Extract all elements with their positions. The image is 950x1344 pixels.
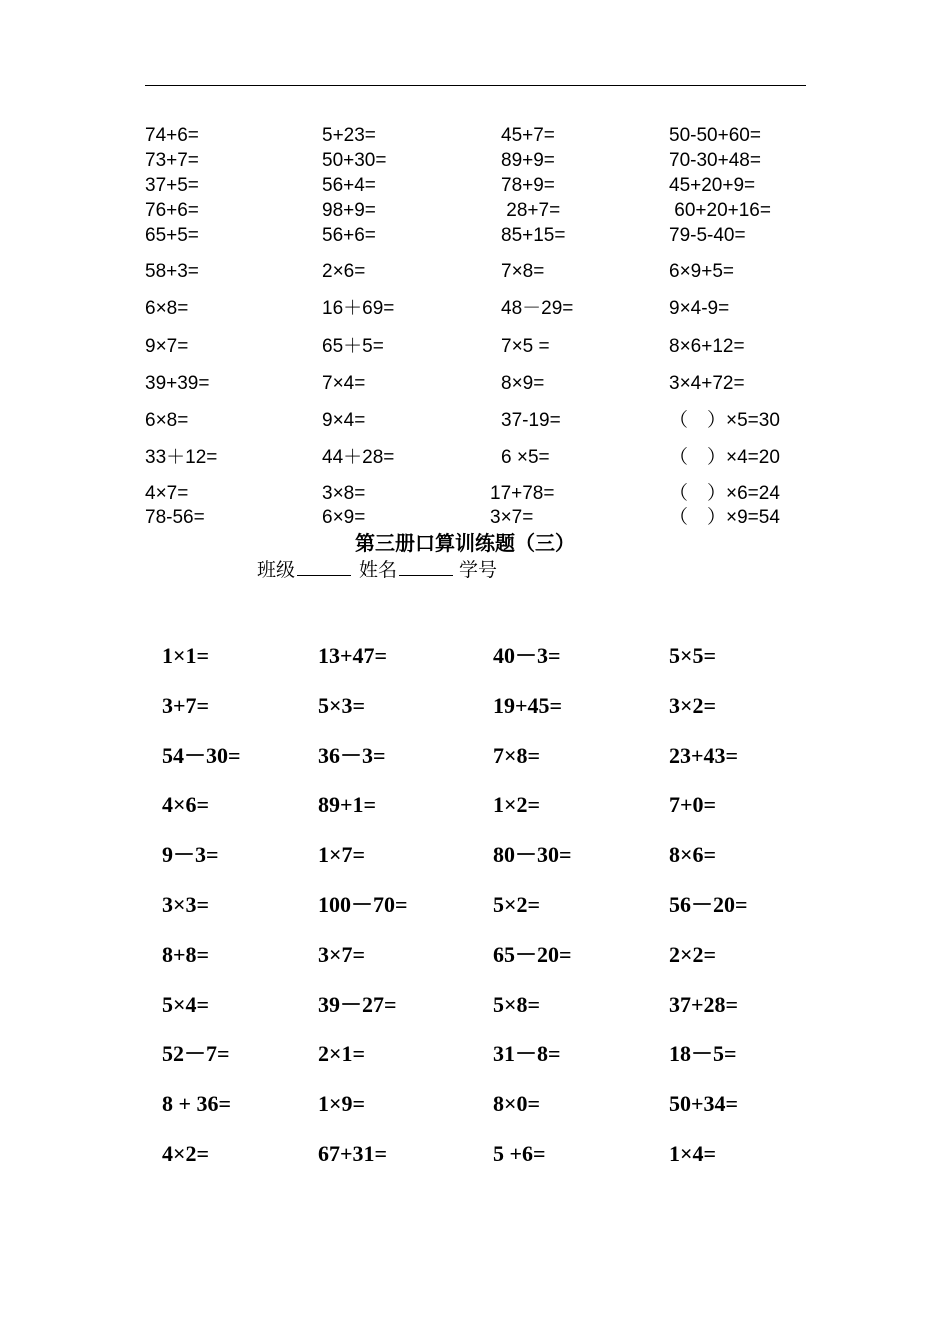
- exercise-cell: 56+6=: [322, 225, 376, 246]
- header-rule: [145, 85, 806, 86]
- exercise-cell: 6×9+5=: [669, 261, 734, 282]
- exercise-cell: 1×4=: [669, 1141, 717, 1166]
- exercise-cell: 31－8=: [493, 1041, 561, 1066]
- exercise-cell: 19+45=: [493, 693, 563, 718]
- exercise-cell: 5×3=: [318, 693, 366, 718]
- exercise-cell: 85+15=: [501, 225, 566, 246]
- exercise-cell: 80－30=: [493, 842, 572, 867]
- exercise-cell: 65＋5=: [322, 336, 384, 357]
- exercise-cell: 1×7=: [318, 842, 366, 867]
- exercise-cell: 45+7=: [501, 125, 555, 146]
- exercise-cell: 8×9=: [501, 373, 545, 394]
- exercise-cell: 67+31=: [318, 1141, 388, 1166]
- exercise-cell: （ ）×5=30: [669, 410, 780, 431]
- exercise-cell: 37-19=: [501, 410, 561, 431]
- exercise-cell: 78+9=: [501, 175, 555, 196]
- exercise-cell: 37+28=: [669, 992, 739, 1017]
- exercise-cell: 17+78=: [490, 483, 555, 504]
- exercise-cell: 56－20=: [669, 892, 748, 917]
- exercise-cell: 79-5-40=: [669, 225, 746, 246]
- exercise-cell: 6 ×5=: [501, 447, 550, 468]
- exercise-cell: 9×4-9=: [669, 298, 730, 319]
- exercise-cell: 9×7=: [145, 336, 189, 357]
- exercise-cell: 6×8=: [145, 298, 189, 319]
- exercise-cell: （ ）×6=24: [669, 483, 780, 504]
- student-info-line: [257, 557, 497, 582]
- exercise-cell: 16＋69=: [322, 298, 395, 319]
- exercise-cell: 100－70=: [318, 892, 408, 917]
- exercise-cell: 52－7=: [162, 1041, 230, 1066]
- exercise-cell: 98+9=: [322, 200, 376, 221]
- exercise-cell: 4×6=: [162, 792, 210, 817]
- exercise-cell: 4×2=: [162, 1141, 210, 1166]
- exercise-cell: 48－29=: [501, 298, 574, 319]
- exercise-cell: 39+39=: [145, 373, 210, 394]
- exercise-cell: 8×6=: [669, 842, 717, 867]
- exercise-cell: 70-30+48=: [669, 150, 761, 171]
- exercise-cell: 5×8=: [493, 992, 541, 1017]
- exercise-cell: 1×9=: [318, 1091, 366, 1116]
- exercise-cell: 23+43=: [669, 743, 739, 768]
- exercise-cell: 6×8=: [145, 410, 189, 431]
- exercise-cell: 89+9=: [501, 150, 555, 171]
- exercise-cell: 5+23=: [322, 125, 376, 146]
- exercise-cell: 8+8=: [162, 942, 210, 967]
- exercise-cell: 89+1=: [318, 792, 377, 817]
- class-label: 班级: [257, 559, 296, 581]
- exercise-cell: 44＋28=: [322, 447, 395, 468]
- exercise-cell: 5×5=: [669, 643, 717, 668]
- exercise-cell: 73+7=: [145, 150, 199, 171]
- exercise-cell: 7×4=: [322, 373, 366, 394]
- exercise-cell: 1×1=: [162, 643, 210, 668]
- class-blank[interactable]: [297, 557, 351, 576]
- exercise-cell: 13+47=: [318, 643, 388, 668]
- exercise-cell: 7×5 =: [501, 336, 550, 357]
- exercise-cell: （ ）×9=54: [669, 507, 780, 528]
- exercise-cell: 36－3=: [318, 743, 386, 768]
- exercise-cell: 9×4=: [322, 410, 366, 431]
- exercise-cell: 7+0=: [669, 792, 717, 817]
- exercise-cell: 5×4=: [162, 992, 210, 1017]
- name-label: 姓名: [359, 559, 398, 581]
- name-blank[interactable]: [399, 557, 453, 576]
- exercise-cell: 6×9=: [322, 507, 366, 528]
- exercise-cell: 65－20=: [493, 942, 572, 967]
- exercise-cell: 3×7=: [318, 942, 366, 967]
- exercise-cell: 39－27=: [318, 992, 397, 1017]
- exercise-cell: 8 + 36=: [162, 1091, 232, 1116]
- exercise-cell: 2×1=: [318, 1041, 366, 1066]
- exercise-cell: 58+3=: [145, 261, 199, 282]
- exercise-cell: 60+20+16=: [669, 200, 771, 221]
- exercise-cell: 33＋12=: [145, 447, 218, 468]
- exercise-cell: 76+6=: [145, 200, 199, 221]
- exercise-cell: 45+20+9=: [669, 175, 756, 196]
- exercise-cell: 4×7=: [145, 483, 189, 504]
- exercise-cell: 8×6+12=: [669, 336, 745, 357]
- exercise-cell: 5 +6=: [493, 1141, 546, 1166]
- exercise-cell: 65+5=: [145, 225, 199, 246]
- exercise-cell: （ ）×4=20: [669, 447, 780, 468]
- exercise-cell: 8×0=: [493, 1091, 541, 1116]
- exercise-cell: 37+5=: [145, 175, 199, 196]
- exercise-cell: 3+7=: [162, 693, 210, 718]
- exercise-cell: 50-50+60=: [669, 125, 761, 146]
- exercise-cell: 9－3=: [162, 842, 219, 867]
- exercise-cell: 50+34=: [669, 1091, 739, 1116]
- exercise-cell: 2×6=: [322, 261, 366, 282]
- exercise-cell: 7×8=: [501, 261, 545, 282]
- exercise-cell: 40－3=: [493, 643, 561, 668]
- exercise-cell: 3×7=: [490, 507, 534, 528]
- exercise-cell: 3×8=: [322, 483, 366, 504]
- exercise-cell: 50+30=: [322, 150, 387, 171]
- exercise-cell: 2×2=: [669, 942, 717, 967]
- exercise-cell: 3×4+72=: [669, 373, 745, 394]
- exercise-cell: 78-56=: [145, 507, 205, 528]
- exercise-cell: 18－5=: [669, 1041, 737, 1066]
- id-label: 学号: [459, 559, 498, 581]
- exercise-cell: 7×8=: [493, 743, 541, 768]
- worksheet-title: 第三册口算训练题（三）: [355, 531, 575, 555]
- exercise-cell: 54－30=: [162, 743, 241, 768]
- exercise-cell: 3×2=: [669, 693, 717, 718]
- exercise-cell: 56+4=: [322, 175, 376, 196]
- exercise-cell: 28+7=: [501, 200, 561, 221]
- exercise-cell: 5×2=: [493, 892, 541, 917]
- exercise-cell: 3×3=: [162, 892, 210, 917]
- exercise-cell: 74+6=: [145, 125, 199, 146]
- exercise-cell: 1×2=: [493, 792, 541, 817]
